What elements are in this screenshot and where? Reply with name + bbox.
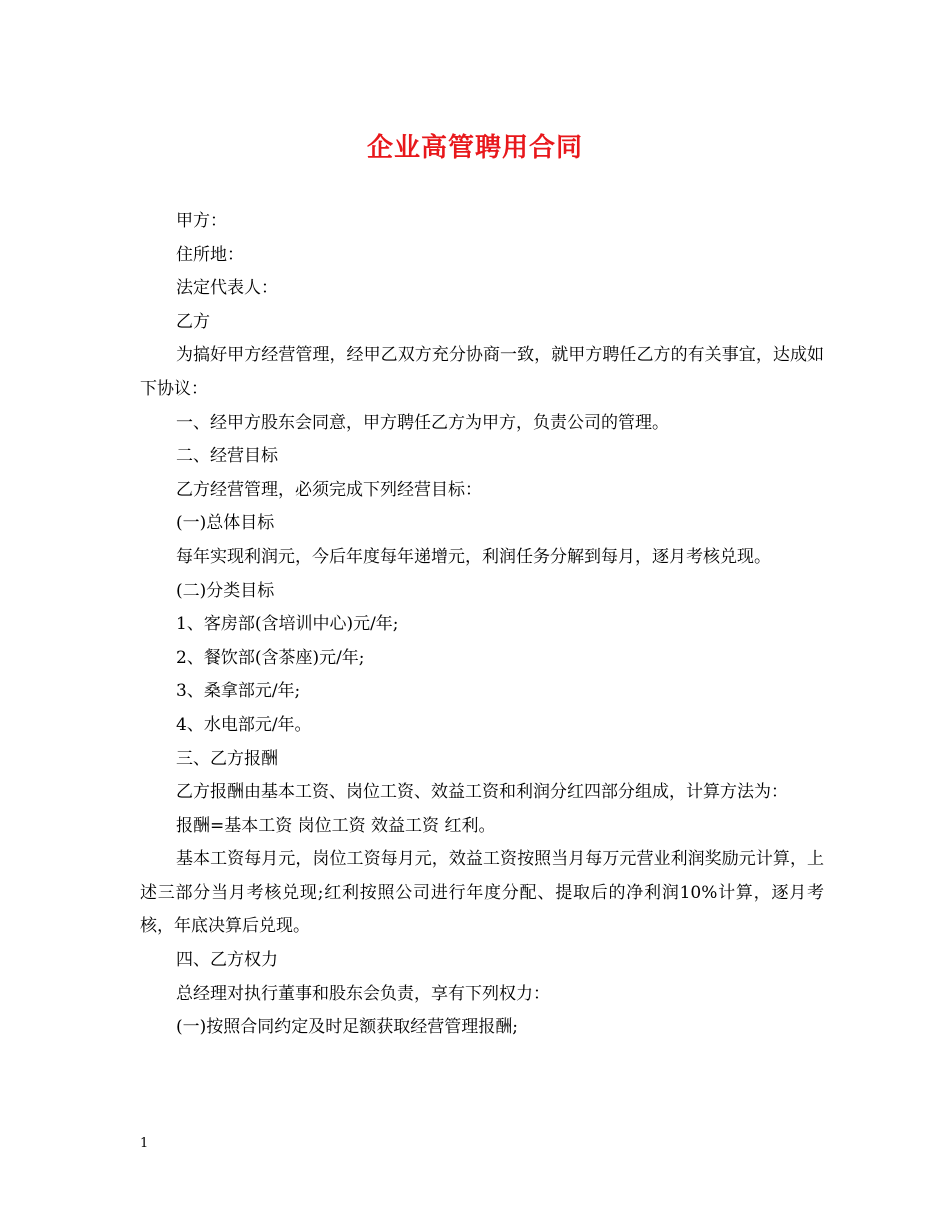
heading-clause-2: 二、经营目标	[176, 446, 278, 467]
list-item-catering: 2、餐饮部(含茶座)元/年;	[176, 647, 365, 668]
paragraph-party-a: 甲方：	[176, 211, 227, 231]
paragraph-party-b: 乙方	[176, 311, 210, 332]
heading-clause-4: 四、乙方权力	[176, 950, 278, 971]
heading-clause-3: 三、乙方报酬	[176, 748, 278, 769]
paragraph-address: 住所地：	[176, 244, 244, 265]
document-body	[140, 205, 824, 1045]
paragraph-power-1: (一)按照合同约定及时足额获取经营管理报酬;	[176, 1017, 518, 1038]
document-title: 企业高管聘用合同	[366, 133, 583, 163]
paragraph-clause-2-intro: 乙方经营管理，必须完成下列经营目标：	[176, 479, 482, 500]
paragraph-legal-representative: 法定代表人：	[176, 278, 278, 299]
list-item-rooms: 1、客房部(含培训中心)元/年;	[176, 614, 399, 635]
paragraph-compensation-detail: 基本工资每月元，岗位工资每月元，效益工资按照当月每万元营业利润奖励元计算，上述三部分当月考核兑现;红利按照公司进行年度分配、提取后的净利润10%计算，逐月考核，年底决算后兑现。	[140, 849, 824, 937]
list-item-utilities: 4、水电部元/年。	[176, 714, 312, 735]
page-number: 1	[140, 1136, 149, 1151]
paragraph-compensation-intro: 乙方报酬由基本工资、岗位工资、效益工资和利润分红四部分组成，计算方法为：	[176, 782, 788, 803]
paragraph-clause-1: 一、经甲方股东会同意，甲方聘任乙方为甲方，负责公司的管理。	[176, 412, 669, 433]
list-item-sauna: 3、桑拿部元/年;	[176, 681, 301, 702]
paragraph-overall-target: 每年实现利润元，今后年度每年递增元，利润任务分解到每月，逐月考核兑现。	[176, 546, 771, 567]
paragraph-preamble: 为搞好甲方经营管理，经甲乙双方充分协商一致，就甲方聘任乙方的有关事宜，达成如下协议：	[140, 345, 824, 399]
heading-category-target: (二)分类目标	[176, 580, 275, 601]
paragraph-compensation-formula: 报酬=基本工资 岗位工资 效益工资 红利。	[176, 815, 496, 836]
heading-overall-target: (一)总体目标	[176, 513, 275, 534]
paragraph-powers-intro: 总经理对执行董事和股东会负责，享有下列权力：	[176, 983, 550, 1004]
